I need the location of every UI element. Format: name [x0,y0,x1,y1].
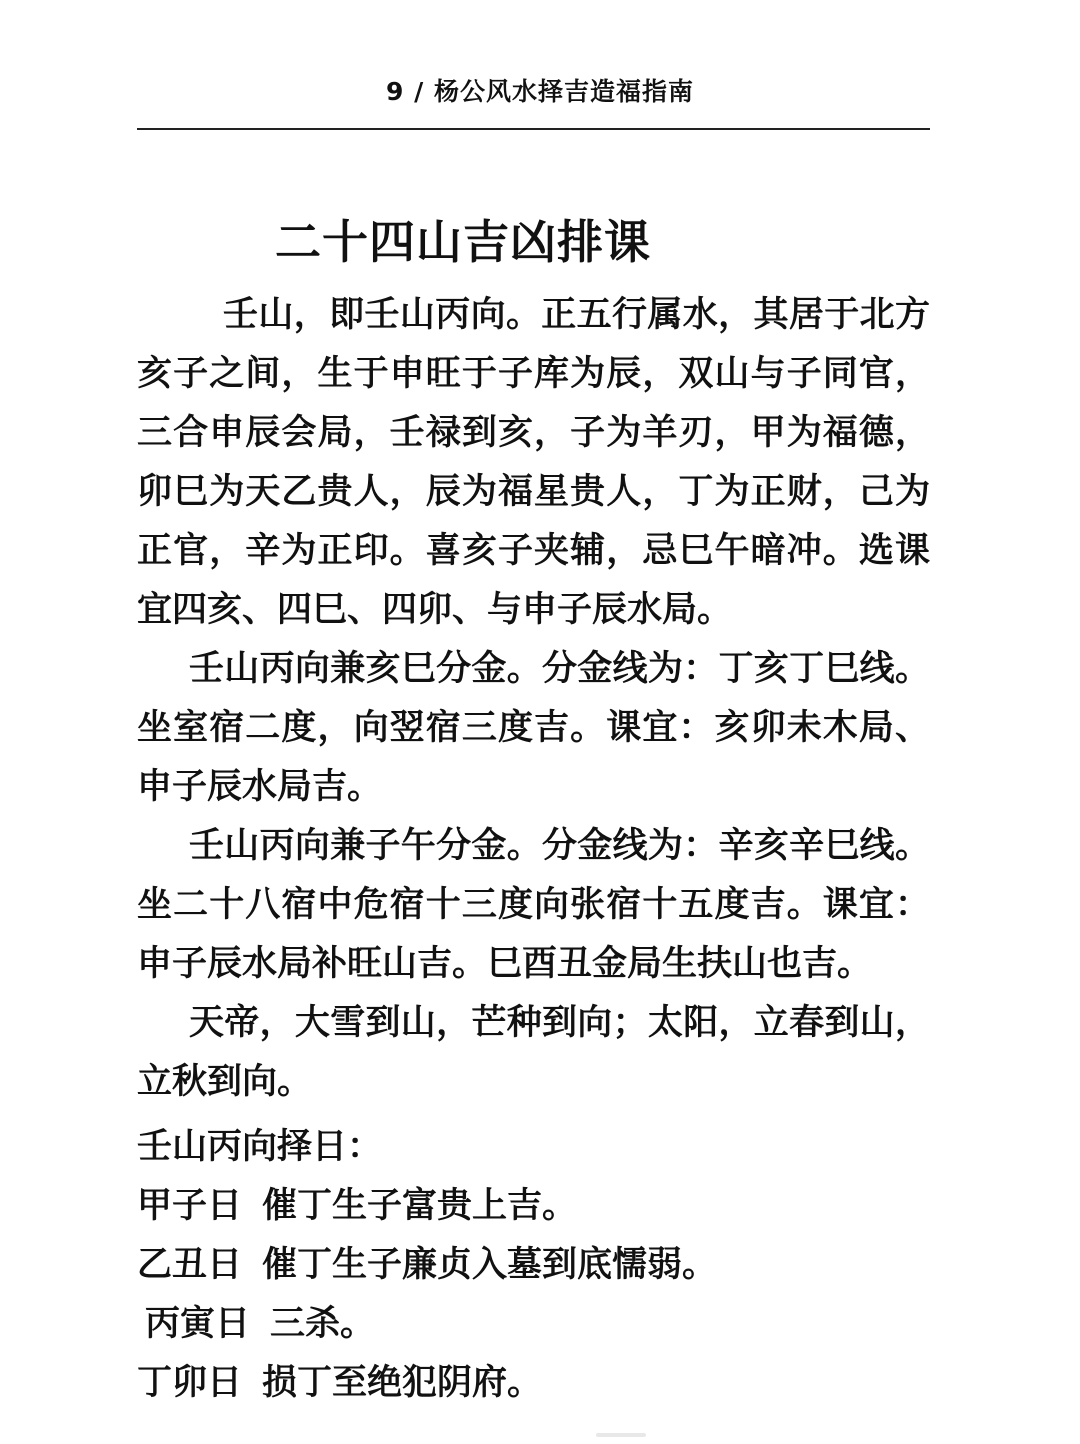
date-row-verdict: 三杀。 [270,1304,376,1344]
date-row-day: 甲子日 [137,1186,243,1226]
paragraph: 壬山丙向兼子午分金。分金线为：辛亥辛巳线。坐二十八宿中危宿十三度向张宿十五度吉。课宜：申子辰水局补旺山吉。巳酉丑金局生扶山也吉。 [137,826,930,984]
date-row [137,1295,930,1354]
chapter-title: 二十四山吉凶排课 [275,215,651,269]
header-divider [137,128,930,130]
date-row-verdict: 损丁至绝犯阴府。 [262,1363,543,1403]
paragraph: 壬山，即壬山丙向。正五行属水，其居于北方亥子之间，生于申旺于子库为辰，双山与子同官，三合申辰会局，壬禄到亥，子为羊刃，甲为福德，卯巳为天乙贵人，辰为福星贵人，丁为正财，己为正官，辛为正印。喜亥子夹辅，忌巳午暗冲。选课宜四亥、四巳、四卯、与申子辰水局。 [137,295,930,630]
date-row [137,1236,930,1295]
body-text [137,286,930,1112]
paragraph: 壬山丙向兼亥巳分金。分金线为：丁亥丁巳线。坐室宿二度，向翌宿三度吉。课宜：亥卯未木局、申子辰水局吉。 [137,649,930,807]
date-selection-heading: 壬山丙向择日： [137,1127,383,1167]
scan-mark [596,1433,646,1437]
date-row [137,1177,930,1236]
running-header: 9 / 杨公风水择吉造福指南 [386,77,694,106]
date-row-verdict: 催丁生子富贵上吉。 [262,1186,578,1226]
date-row [137,1354,930,1413]
date-row-verdict: 催丁生子廉贞入墓到底懦弱。 [262,1245,718,1285]
date-row-day: 乙丑日 [137,1245,243,1285]
date-row-day: 丁卯日 [137,1363,243,1403]
paragraph: 天帝，大雪到山，芒种到向；太阳，立春到山，立秋到向。 [137,1003,930,1102]
date-row-day: 丙寅日 [145,1304,251,1344]
date-selection-list [137,1118,930,1413]
